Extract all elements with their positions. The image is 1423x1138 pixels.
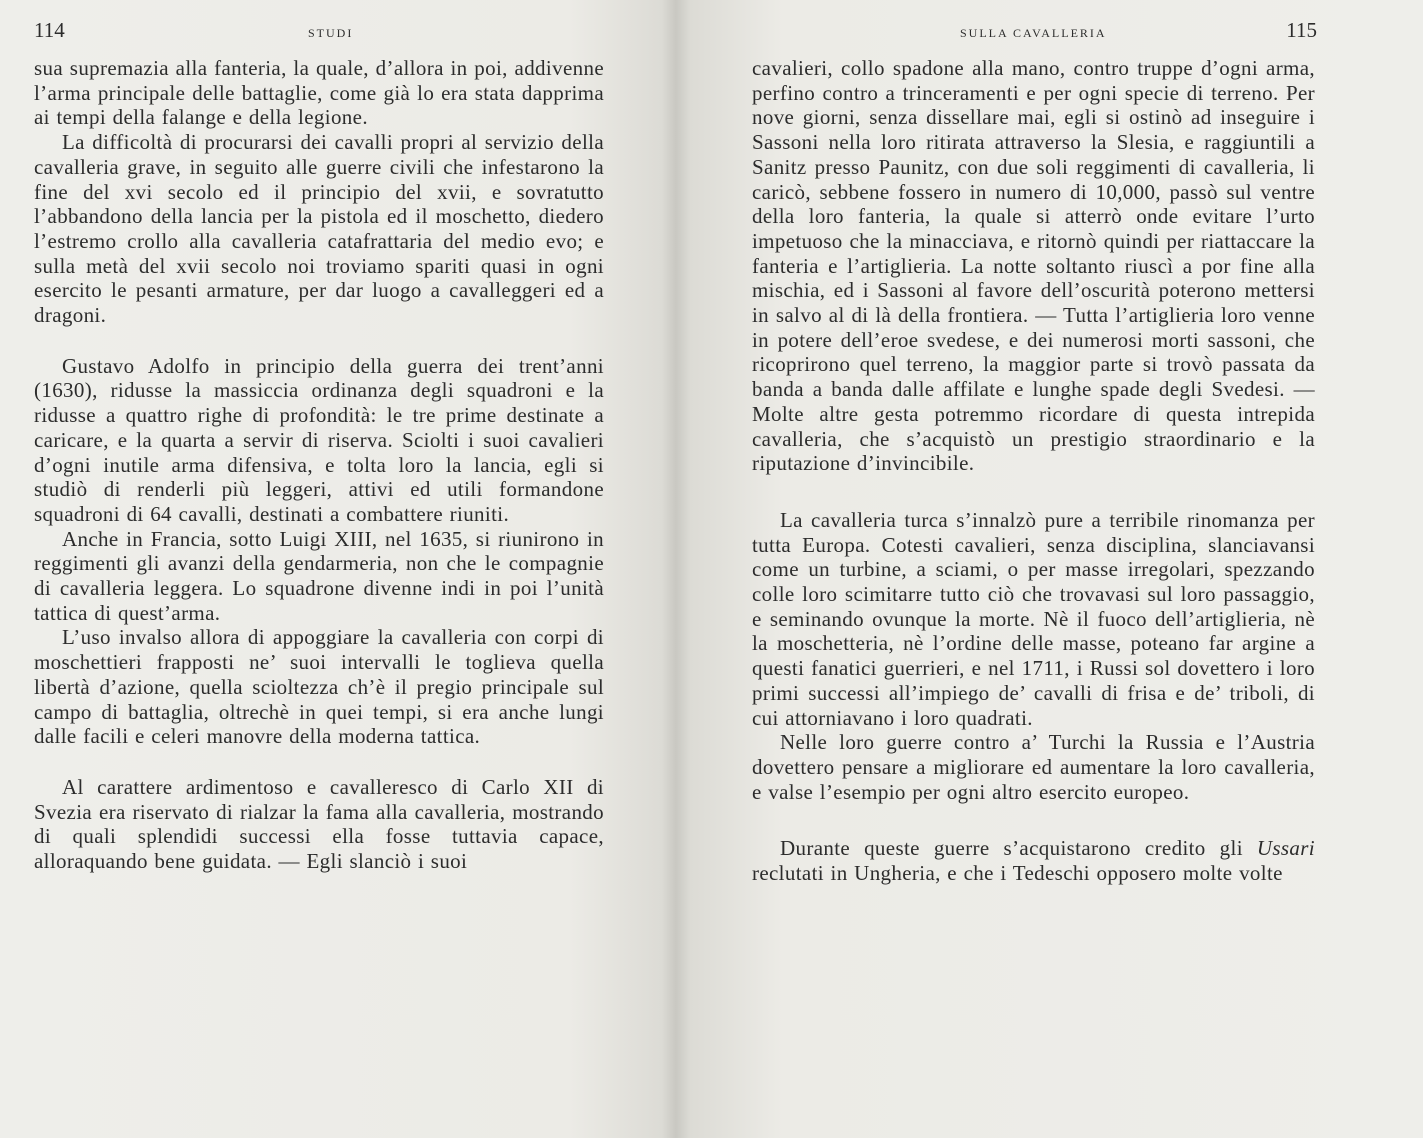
section-gap [34,328,604,354]
right-text-block [752,56,1315,886]
left-page [0,0,680,1138]
left-paragraph-4: Anche in Francia, sotto Luigi XIII, nel 1635, si riunirono in reggimenti gli avanzi della gendarmeria, non che le compagnie di cavalleria leggera. Lo squadrone divenne indi in poi l’unità tattica di quest’arma. [34,526,604,625]
left-paragraph-1: sua supremazia alla fanteria, la quale, d’allora in poi, addivenne l’arma principale delle battaglie, come già lo era stata dapprima ai tempi della falange e della legione. [34,56,604,130]
right-paragraph-4-end: reclutati in Ungheria, e che i Tedeschi opposero molte volte [752,861,1283,886]
right-running-title: SULLA CAVALLERIA [960,26,1107,40]
right-paragraph-2: La cavalleria turca s’innalzò pure a terribile rinomanza per tutta Europa. Cotesti cavalieri, senza disciplina, slanciavansi come un turbine, a sciami, o per masse irregolari, spezzando colle loro scimitarre tutto ciò che trovavasi sul loro passaggio, e seminando ovunque la morte. Nè il fuoco dell’artiglieria, nè la moschetteria, nè l’ordine delle masse, poteano far argine a questi fanatici guerrieri, e nel 1711, i Russi sol dovettero i loro primi successi all’impiego de’ cavalli di frisa e de’ triboli, di cui attorniavano i loro quadrati. [752,507,1315,730]
right-paragraph-3: Nelle loro guerre contro a’ Turchi la Russia e l’Austria dovettero pensare a migliorare ed aumentare la loro cavalleria, e valse l’esempio per ogni altro esercito europeo. [752,730,1315,804]
left-paragraph-2: La difficoltà di procurarsi dei cavalli propri al servizio della cavalleria grave, in seguito alle guerre civili che infestarono la fine del xvi secolo ed il principio del xvii, e sovratutto l’abbandono della lancia per la pistola ed il moschetto, diedero l’estremo crollo alla cavalleria catafrattaria del medio evo; e sulla metà del xvii secolo noi troviamo spariti quasi in ogni esercito le pesanti armature, per dar luogo a cavalleggeri ed a dragoni. [34,130,604,328]
right-paragraph-4 [752,836,1315,885]
left-running-head [34,18,614,48]
left-paragraph-3: Gustavo Adolfo in principio della guerra dei trent’anni (1630), ridusse la massiccia ordinanza degli squadroni e la ridusse a quattro righe di profondità: le tre prime destinate a caricare, e la quarta a servir di riserva. Sciolti i suoi cavalieri d’ogni inutile arma difensiva, e tolta loro la lancia, egli si studiò di renderli più leggeri, attivi ed utili formandone squadroni di 64 cavalli, destinati a combattere riuniti. [34,353,604,526]
right-running-head [752,18,1317,48]
right-paragraph-4-start: Durante queste guerre s’acquistarono credito gli [780,836,1257,861]
right-paragraph-1: cavalieri, collo spadone alla mano, contro truppe d’ogni arma, perfino contro a trinceramenti e per ogni specie di terreno. Per nove giorni, senza dissellare mai, egli si ostinò ad inseguire i Sassoni nella loro ritirata attraverso la Slesia, e raggiuntili a Sanitz presso Paunitz, con due soli reggimenti di cavalleria, li caricò, sebbene fossero in numero di 10,000, passò sul ventre della loro fanteria, la quale si atterrò onde evitare l’urto impetuoso che la minacciava, e ritornò quindi per riattaccare la fanteria e l’artiglieria. La notte soltanto riuscì a por fine alla mischia, ed i Sassoni al favore dell’oscurità poterono mettersi in salvo al di là della frontiera. — Tutta l’artiglieria loro venne in potere dell’eroe svedese, e dei numerosi morti sassoni, che ricoprirono quel terreno, la maggior parte si trovò passata da banda a banda dalle affilate e lunghe spade degli Svedesi. — Molte altre gesta potremmo ricordare di questa intrepida cavalleria, che s’acquistò un prestigio straordinario e la riputazione d’invincibile. [752,56,1315,476]
left-text-block [34,56,604,874]
right-page-number: 115 [1286,18,1317,42]
section-gap [34,749,604,775]
right-page [680,0,1423,1138]
left-paragraph-6: Al carattere ardimentoso e cavalleresco di Carlo XII di Svezia era riservato di rialzar la fama alla cavalleria, mostrando di quali splendidi successi ella fosse tuttavia capace, alloraquando bene guidata. — Egli slanciò i suoi [34,774,604,874]
italic-term-ussari: Ussari [1256,836,1315,861]
left-page-number: 114 [34,18,65,42]
left-paragraph-5: L’uso invalso allora di appoggiare la cavalleria con corpi di moschettieri frapposti ne’ suoi intervalli le toglieva quella libertà d’azione, quella scioltezza ch’è il pregio principale sul campo di battaglia, oltrechè in quei tempi, si era anche lungi dalle facili e celeri manovre della moderna tattica. [34,625,604,749]
section-gap [752,476,1315,508]
left-running-title: STUDI [308,26,354,40]
section-gap [752,804,1315,836]
